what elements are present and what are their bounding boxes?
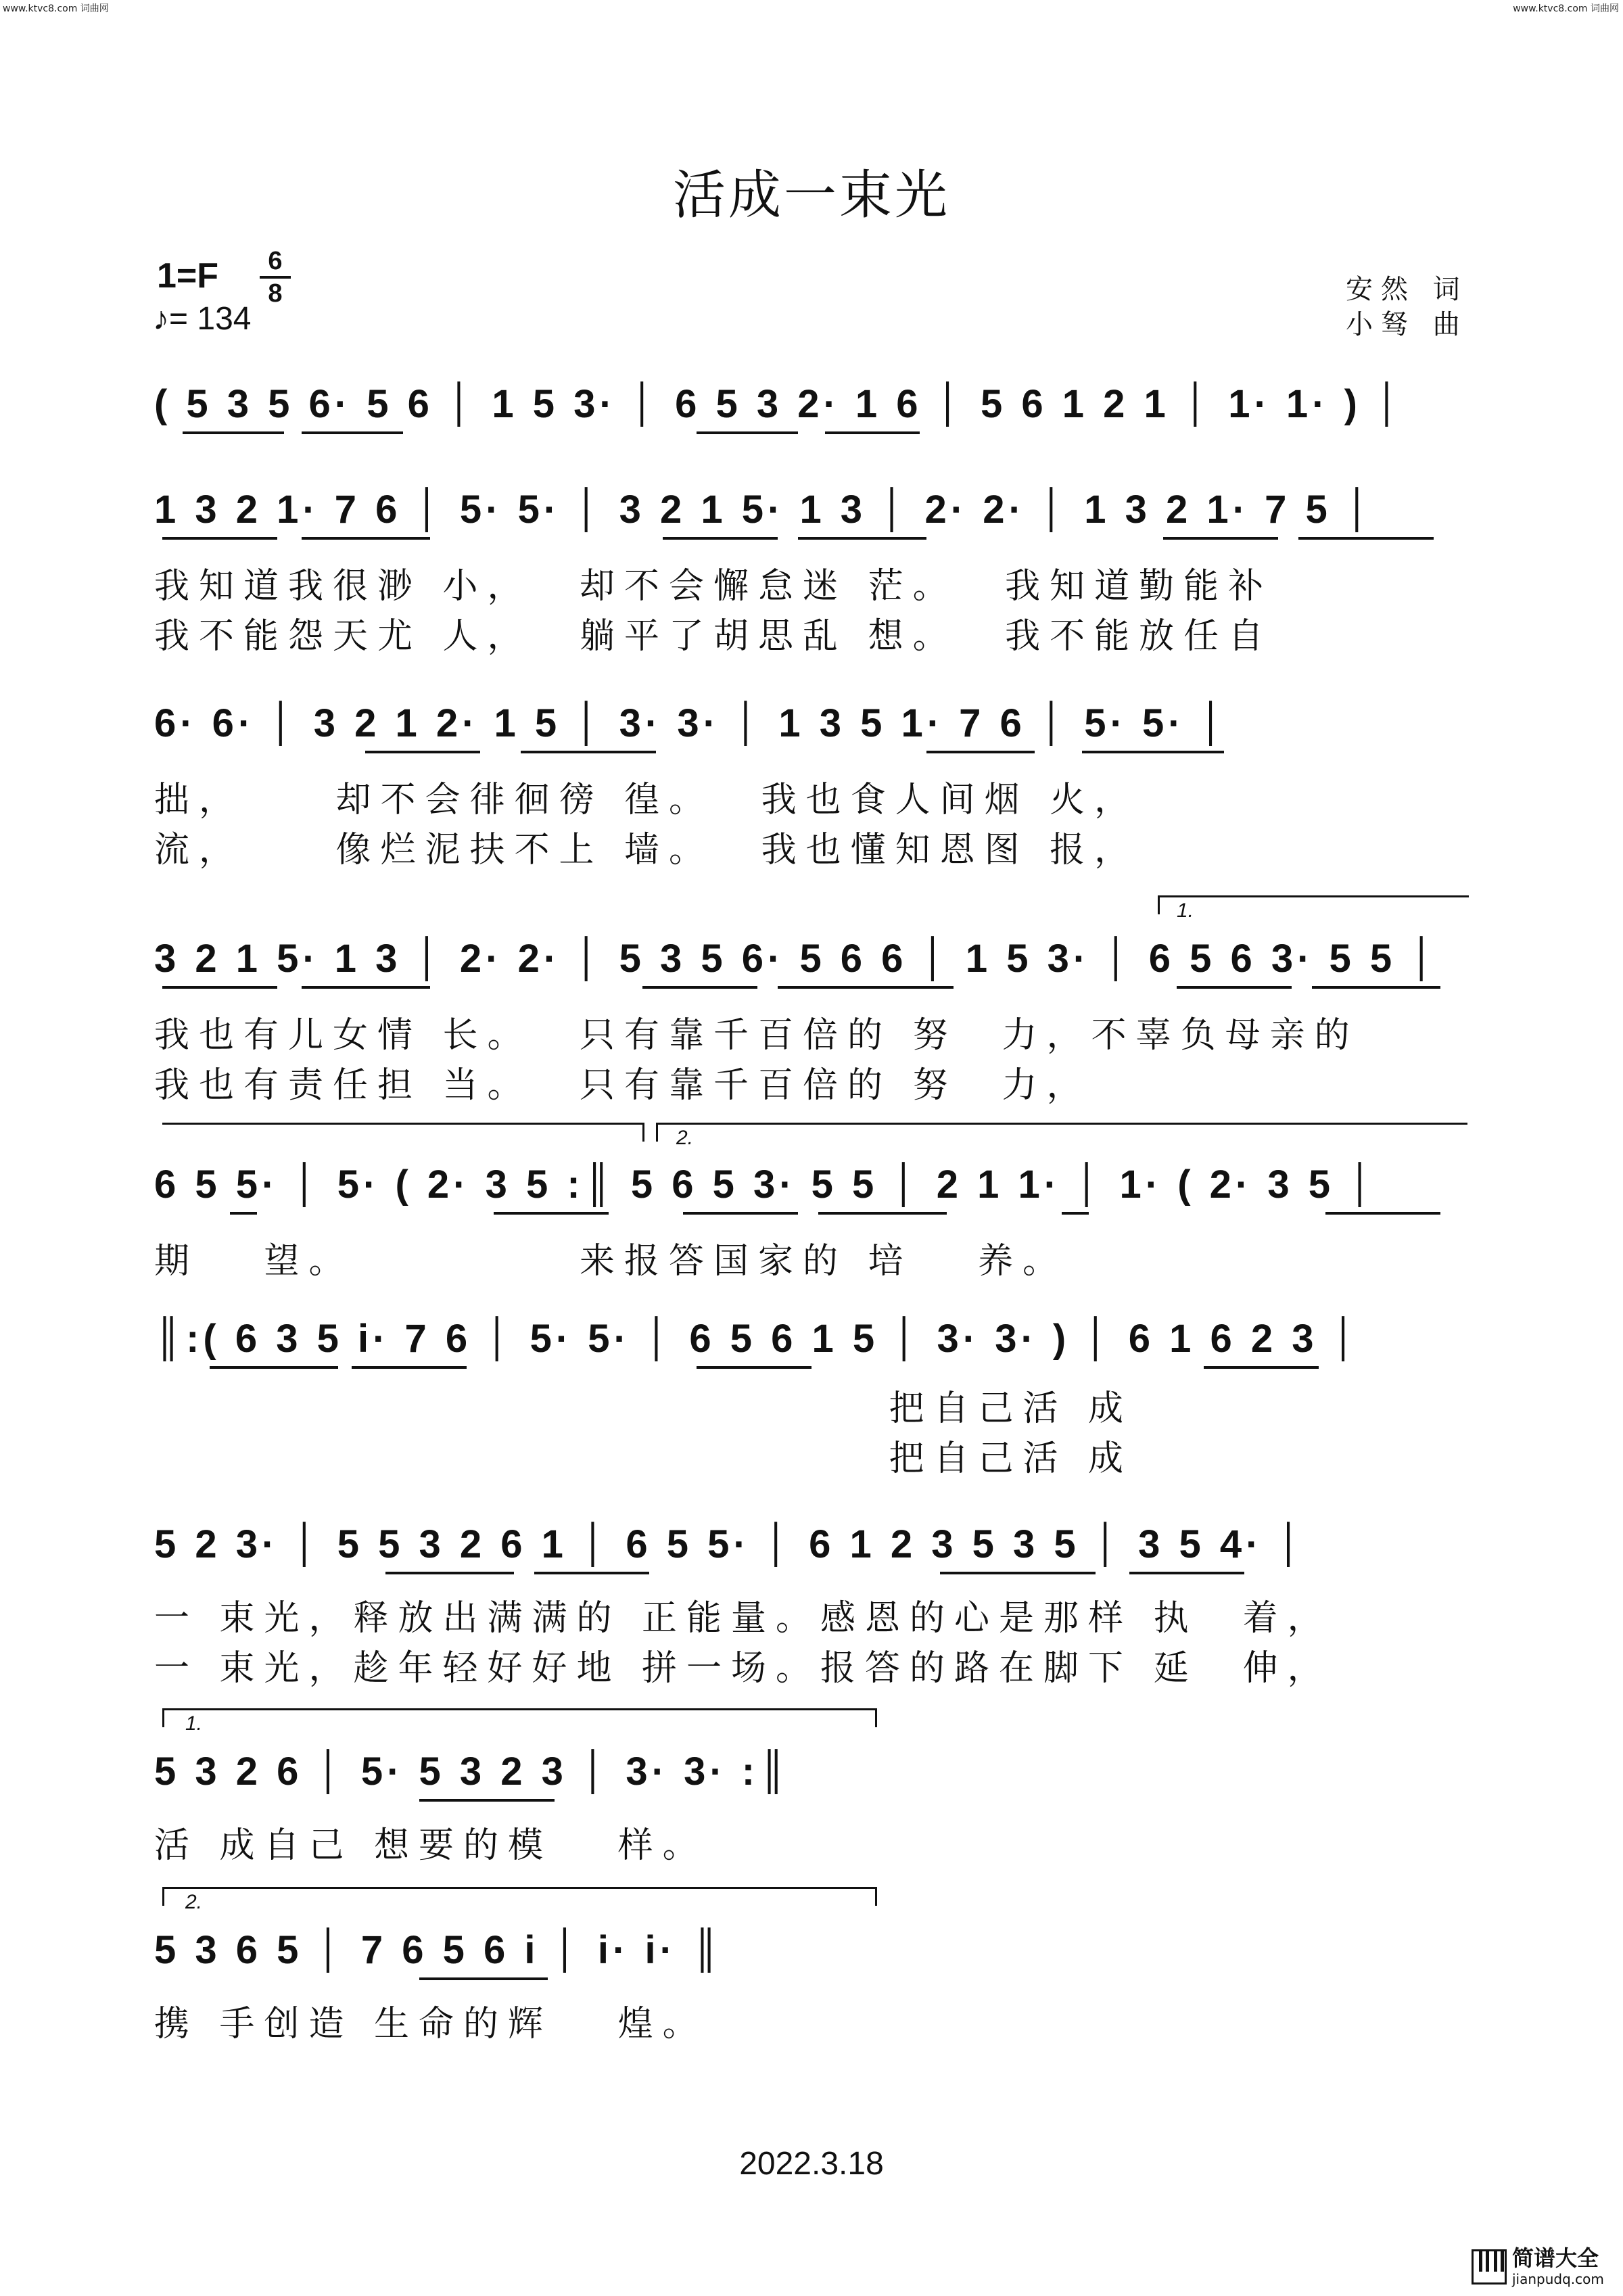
site-logo[interactable]: [1472, 2247, 1620, 2287]
score-line-2: [0, 487, 1623, 657]
lyrics-line-7-verse-1: 一 束光，释放出满满的 正能量。感恩的心是那样 执 着，: [154, 1598, 1332, 1639]
notes-line-3: 6· 6· │ 3 2 1 2· 1 5 │ 3· 3· │ 1 3 5 1· 7 6 │ 5· 5· │: [154, 701, 1229, 745]
lyrics-line-2-verse-2: 我不能怨天尤 人， 躺平了胡思乱 想。 我不能放任自: [154, 616, 1273, 657]
lyrics-line-5-verse-1: 期 望。 来报答国家的 培 养。: [154, 1241, 1068, 1282]
notes-line-1: ( 5 3 5 6· 5 6 │ 1 5 3· │ 6 5 3 2· 1 6 │ 5 6 1 2 1 │ 1· 1· ) │: [154, 382, 1405, 426]
lyrics-line-3-verse-1: 拙， 却不会徘徊徬 徨。 我也食人间烟 火，: [154, 780, 1139, 820]
notes-line-2: 1 3 2 1· 7 6 │ 5· 5· │ 3 2 1 5· 1 3 │ 2· 2· │ 1 3 2 1· 7 5 │: [154, 488, 1375, 532]
tempo-marking: ♪= 134: [153, 301, 252, 337]
lyrics-line-3-verse-2: 流， 像烂泥扶不上 墙。 我也懂知恩图 报，: [154, 830, 1139, 870]
score-line-8: [0, 1749, 1623, 1884]
lyrics-line-4-verse-2: 我也有责任担 当。 只有靠千百倍的 努 力，: [154, 1065, 1091, 1106]
score-line-9: [0, 1927, 1623, 2063]
watermark-left: www.ktvc8.com 词曲网: [3, 3, 109, 14]
score-line-7: [0, 1522, 1623, 1689]
lyrics-line-7-verse-2: 一 束光，趁年轻好好地 拼一场。报答的路在脚下 延 伸，: [154, 1648, 1332, 1689]
notes-line-4: 3 2 1 5· 1 3 │ 2· 2· │ 5 3 5 6· 5 6 6 │ 1 5 3· │ 6 5 6 3· 5 5 │: [154, 937, 1440, 981]
lyrics-line-2-verse-1: 我知道我很渺 小， 却不会懈怠迷 茫。 我知道勤能补: [154, 566, 1273, 607]
score-line-3: [0, 701, 1623, 870]
composer-credit: 小驽 曲: [1346, 309, 1468, 340]
piano-keys-icon: [1472, 2249, 1507, 2285]
score-line-5: [0, 1162, 1623, 1297]
notes-line-5: 6 5 5· │ 5· ( 2· 3 5 :║ 5 6 5 3· 5 5 │ 2 1 1· │ 1· ( 2· 3 5 │: [154, 1163, 1378, 1206]
notes-line-7: 5 2 3· │ 5 5 3 2 6 1 │ 6 5 5· │ 6 1 2 3 5 3 5 │ 3 5 4· │: [154, 1522, 1307, 1566]
time-signature: [260, 248, 291, 307]
volta-2-line-9: 2.: [185, 1891, 203, 1913]
notes-line-9: 5 3 6 5 │ 7 6 5 6 i │ i· i· ║: [154, 1928, 724, 1972]
composition-date: 2022.3.18: [739, 2146, 884, 2182]
lyrics-line-4-verse-1: 我也有儿女情 长。 只有靠千百倍的 努 力，不辜负母亲的: [154, 1015, 1359, 1056]
notes-line-8: 5 3 2 6 │ 5· 5 3 2 3 │ 3· 3· :║: [154, 1750, 791, 1794]
song-title: 活成一束光: [672, 165, 950, 226]
watermark-right: www.ktvc8.com 词曲网: [1513, 3, 1619, 14]
score-line-6: [0, 1316, 1623, 1479]
volta-1-line-4: 1.: [1177, 899, 1194, 922]
logo-name: 简谱大全: [1512, 2245, 1599, 2271]
meter-bottom: 8: [268, 279, 283, 308]
volta-1-line-8: 1.: [185, 1712, 203, 1735]
notes-line-6: ║:( 6 3 5 i· 7 6 │ 5· 5· │ 6 5 6 1 5 │ 3· 3· ) │ 6 1 6 2 3 │: [154, 1317, 1361, 1361]
meter-top: 6: [268, 247, 283, 275]
key-signature: 1=F: [157, 256, 219, 296]
lyricist-credit: 安然 词: [1346, 274, 1468, 305]
lyrics-line-6-verse-2: 把自己活 成: [154, 1438, 1133, 1479]
logo-site: jianpudq.com: [1512, 2271, 1604, 2287]
score-line-4: [0, 936, 1623, 1106]
volta-2-line-5: 2.: [676, 1127, 694, 1149]
lyrics-line-8: 活 成自己 想要的模 样。: [154, 1825, 707, 1866]
lyrics-line-6-verse-1: 把自己活 成: [154, 1388, 1133, 1429]
lyrics-line-9: 携 手创造 生命的辉 煌。: [154, 2004, 707, 2044]
